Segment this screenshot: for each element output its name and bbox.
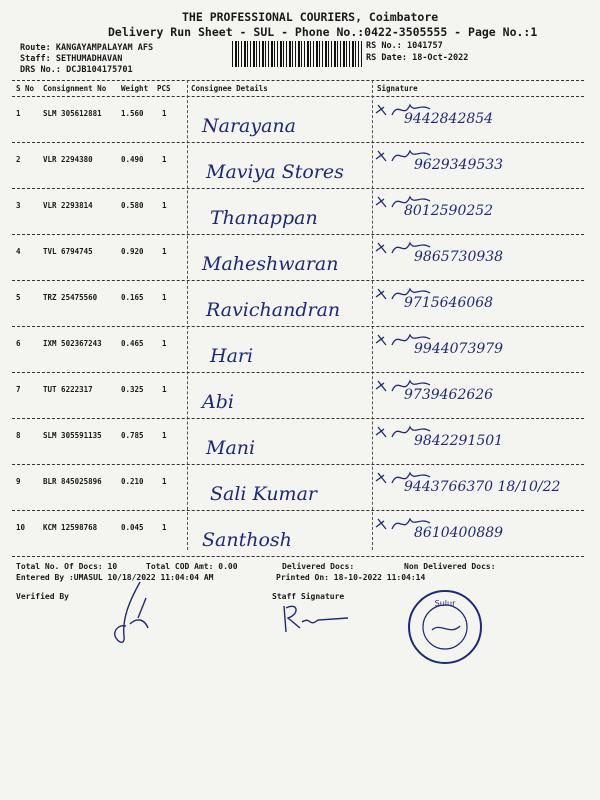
row-consignment-no: VLR 2294380	[43, 155, 93, 164]
table-row	[12, 235, 584, 281]
signature-scribble	[374, 99, 434, 121]
signature-phone-handwritten: 9443766370 18/10/22	[404, 479, 561, 495]
consignee-handwritten-name: Abi	[202, 391, 234, 413]
signature-scribble	[374, 145, 434, 167]
consignee-handwritten-name: Mani	[206, 437, 256, 459]
col-signature: Signature	[377, 84, 418, 93]
consignee-handwritten-name: Ravichandran	[206, 299, 341, 321]
table-row	[12, 189, 584, 235]
col-pcs: PCS	[157, 84, 171, 93]
table-row	[12, 281, 584, 327]
signature-phone-handwritten: 8610400889	[414, 525, 504, 541]
row-pcs: 1	[162, 431, 167, 440]
row-consignment-no: SLM 305612881	[43, 109, 102, 118]
consignee-handwritten-name: Santhosh	[202, 529, 292, 551]
row-consignment-no: TRZ 25475560	[43, 293, 98, 302]
row-consignment-no: VLR 2293814	[43, 201, 93, 210]
signature-scribble	[374, 513, 434, 535]
rs-no-label: RS No.:	[366, 41, 402, 51]
row-weight: 0.785	[121, 431, 144, 440]
printed-on: Printed On: 18-10-2022 11:04:14	[276, 573, 426, 582]
row-weight: 1.560	[121, 109, 144, 118]
table-row	[12, 97, 584, 143]
signature-scribble	[374, 329, 434, 351]
col-sno: S No	[16, 84, 35, 93]
row-weight: 0.490	[121, 155, 144, 164]
rs-no-value: 1041757	[406, 41, 443, 51]
total-cod: Total COD Amt: 0.00	[146, 562, 238, 571]
row-sno: 6	[16, 339, 21, 348]
row-weight: 0.045	[121, 523, 144, 532]
stamp-text: Sulur	[434, 599, 456, 608]
row-pcs: 1	[162, 247, 167, 256]
row-sno: 2	[16, 155, 21, 164]
row-consignment-no: IXM 502367243	[43, 339, 102, 348]
consignee-handwritten-name: Maviya Stores	[206, 161, 344, 183]
signature-phone-handwritten: 9842291501	[414, 433, 504, 449]
row-pcs: 1	[162, 109, 167, 118]
signature-scribble	[374, 421, 434, 443]
row-sno: 10	[16, 523, 26, 532]
delivered-docs: Delivered Docs:	[282, 562, 355, 571]
table-top-rule	[12, 80, 584, 81]
signature-scribble	[374, 191, 434, 213]
signature-scribble	[374, 237, 434, 259]
row-consignment-no: KCM 12598768	[43, 523, 98, 532]
route-line	[20, 43, 153, 53]
consignee-handwritten-name: Hari	[210, 345, 254, 367]
drs-value: DCJB104175701	[66, 65, 133, 75]
route-value: KANGAYAMPALAYAM AFS	[55, 43, 154, 53]
signature-scribble	[374, 283, 434, 305]
rs-date-label: RS Date:	[366, 53, 407, 63]
entered-by: Entered By :UMASUL 10/18/2022 11:04:04 AM	[16, 573, 214, 582]
total-docs: Total No. Of Docs: 10	[16, 562, 118, 571]
staff-line	[20, 54, 122, 64]
row-sno: 9	[16, 477, 21, 486]
table-row	[12, 143, 584, 189]
row-pcs: 1	[162, 385, 167, 394]
signature-phone-handwritten: 9865730938	[414, 249, 504, 265]
row-sno: 8	[16, 431, 21, 440]
row-consignment-no: TVL 6794745	[43, 247, 93, 256]
signature-phone-handwritten: 9442842854	[404, 111, 494, 127]
signature-phone-handwritten: 9944073979	[414, 341, 504, 357]
staff-signature-label: Staff Signature	[272, 592, 345, 601]
rs-no-line	[366, 41, 443, 51]
signature-scribble	[374, 375, 434, 397]
row-consignment-no: TUT 6222317	[43, 385, 93, 394]
company-name: THE PROFESSIONAL COURIERS, Coimbatore	[182, 10, 439, 24]
row-consignment-no: SLM 305591135	[43, 431, 102, 440]
row-weight: 0.325	[121, 385, 144, 394]
row-sno: 1	[16, 109, 21, 118]
table-row	[12, 511, 584, 557]
drs-line	[20, 65, 133, 75]
route-label: Route:	[20, 43, 51, 53]
row-pcs: 1	[162, 477, 167, 486]
staff-label: Staff:	[20, 54, 51, 64]
round-stamp	[404, 586, 486, 668]
rs-date-value: 18-Oct-2022	[412, 53, 469, 63]
row-sno: 3	[16, 201, 21, 210]
consignee-handwritten-name: Thanappan	[210, 207, 318, 229]
table-row	[12, 465, 584, 511]
rs-date-line	[366, 53, 468, 63]
row-sno: 7	[16, 385, 21, 394]
row-pcs: 1	[162, 201, 167, 210]
col-weight: Weight	[121, 84, 149, 93]
row-weight: 0.580	[121, 201, 144, 210]
row-weight: 0.920	[121, 247, 144, 256]
row-pcs: 1	[162, 293, 167, 302]
signature-phone-handwritten: 8012590252	[404, 203, 494, 219]
row-weight: 0.165	[121, 293, 144, 302]
barcode	[232, 41, 362, 67]
consignee-handwritten-name: Maheshwaran	[202, 253, 339, 275]
row-weight: 0.465	[121, 339, 144, 348]
footer-rule	[12, 556, 584, 557]
table-row	[12, 373, 584, 419]
verified-by-signature	[100, 578, 170, 650]
signature-phone-handwritten: 9739462626	[404, 387, 494, 403]
row-pcs: 1	[162, 523, 167, 532]
signature-phone-handwritten: 9715646068	[404, 295, 494, 311]
row-sno: 4	[16, 247, 21, 256]
row-consignment-no: BLR 845025896	[43, 477, 102, 486]
signature-scribble	[374, 467, 434, 489]
row-weight: 0.210	[121, 477, 144, 486]
sheet-title: Delivery Run Sheet - SUL - Phone No.:0422-3505555 - Page No.:1	[108, 25, 538, 39]
table-row	[12, 327, 584, 373]
row-pcs: 1	[162, 155, 167, 164]
row-pcs: 1	[162, 339, 167, 348]
signature-phone-handwritten: 9629349533	[414, 157, 504, 173]
drs-label: DRS No.:	[20, 65, 61, 75]
verified-by-label: Verified By	[16, 592, 69, 601]
staff-value: SETHUMADHAVAN	[55, 54, 123, 64]
staff-signature	[278, 598, 358, 638]
consignee-handwritten-name: Narayana	[202, 115, 296, 137]
non-delivered-docs: Non Delivered Docs:	[404, 562, 496, 571]
row-sno: 5	[16, 293, 21, 302]
col-consignment: Consignment No	[43, 84, 107, 93]
consignee-handwritten-name: Sali Kumar	[210, 483, 317, 505]
table-row	[12, 419, 584, 465]
col-consignee: Consignee Details	[191, 84, 268, 93]
